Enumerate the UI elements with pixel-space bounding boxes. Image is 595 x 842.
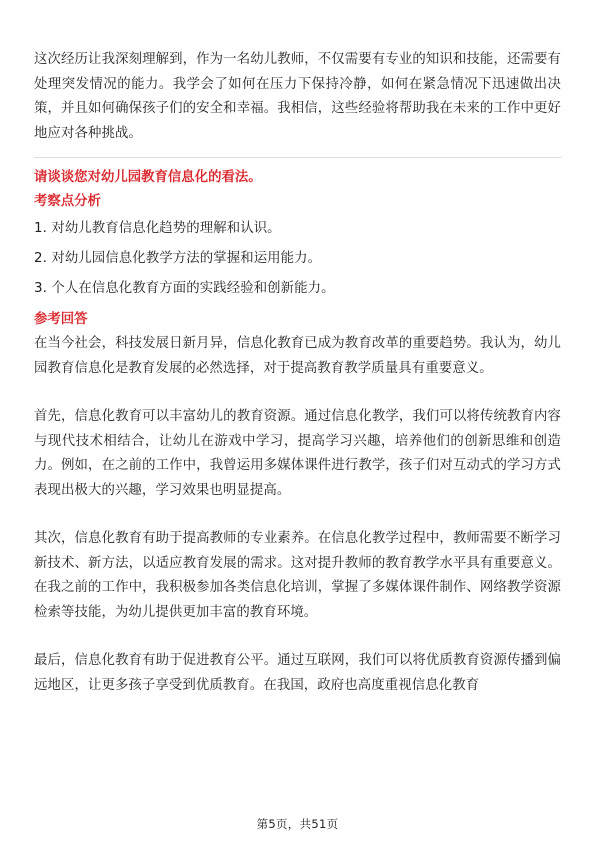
answer-paragraph: 最后，信息化教育有助于促进教育公平。通过互联网，我们可以将优质教育资源传播到偏远地区，让更多孩子享受到优质教育。在我国，政府也高度重视信息化教育	[34, 653, 561, 693]
paragraph-gap	[34, 381, 561, 405]
analysis-point: 2. 对幼儿园信息化教学方法的掌握和运用能力。	[34, 251, 322, 266]
analysis-point: 1. 对幼儿教育信息化趋势的理解和认识。	[34, 221, 281, 236]
page-content	[34, 48, 561, 698]
page-number: 第5页，共51页	[256, 817, 339, 831]
analysis-point: 3. 个人在信息化教育方面的实践经验和创新能力。	[34, 281, 335, 296]
answer-paragraph: 首先，信息化教育可以丰富幼儿的教育资源。通过信息化教学，我们可以将传统教育内容与现代技术相结合，让幼儿在游戏中学习，提高学习兴趣，培养他们的创新思维和创造力。例如，在之前的工作中，我曾运用多媒体课件进行教学，孩子们对互动式的学习方式表现出极大的兴趣，学习效果也明显提高。	[34, 409, 561, 498]
answer-paragraph: 其次，信息化教育有助于提高教师的专业素养。在信息化教学过程中，教师需要不断学习新技术、新方法，以适应教育发展的需求。这对提升教师的教育教学水平具有重要意义。在我之前的工作中，我积极参加各类信息化培训，掌握了多媒体课件制作、网络教学资源检索等技能，为幼儿提供更加丰富的教育环境。	[34, 531, 561, 620]
intro-paragraph: 这次经历让我深刻理解到，作为一名幼儿教师，不仅需要有专业的知识和技能，还需要有处理突发情况的能力。我学会了如何在压力下保持冷静，如何在紧急情况下迅速做出决策，并且如何确保孩子们的安全和幸福。我相信，这些经验将帮助我在未来的工作中更好地应对各种挑战。	[34, 52, 561, 141]
paragraph-gap	[34, 503, 561, 527]
answer-heading: 参考回答	[34, 312, 88, 327]
analysis-heading: 考察点分析	[34, 194, 101, 209]
section-divider	[34, 157, 561, 158]
interview-question: 请谈谈您对幼儿园教育信息化的看法。	[34, 170, 262, 185]
paragraph-gap	[34, 625, 561, 649]
answer-paragraph: 在当今社会，科技发展日新月异，信息化教育已成为教育改革的重要趋势。我认为，幼儿园教育信息化是教育发展的必然选择，对于提高教育教学质量具有重要意义。	[34, 336, 561, 376]
